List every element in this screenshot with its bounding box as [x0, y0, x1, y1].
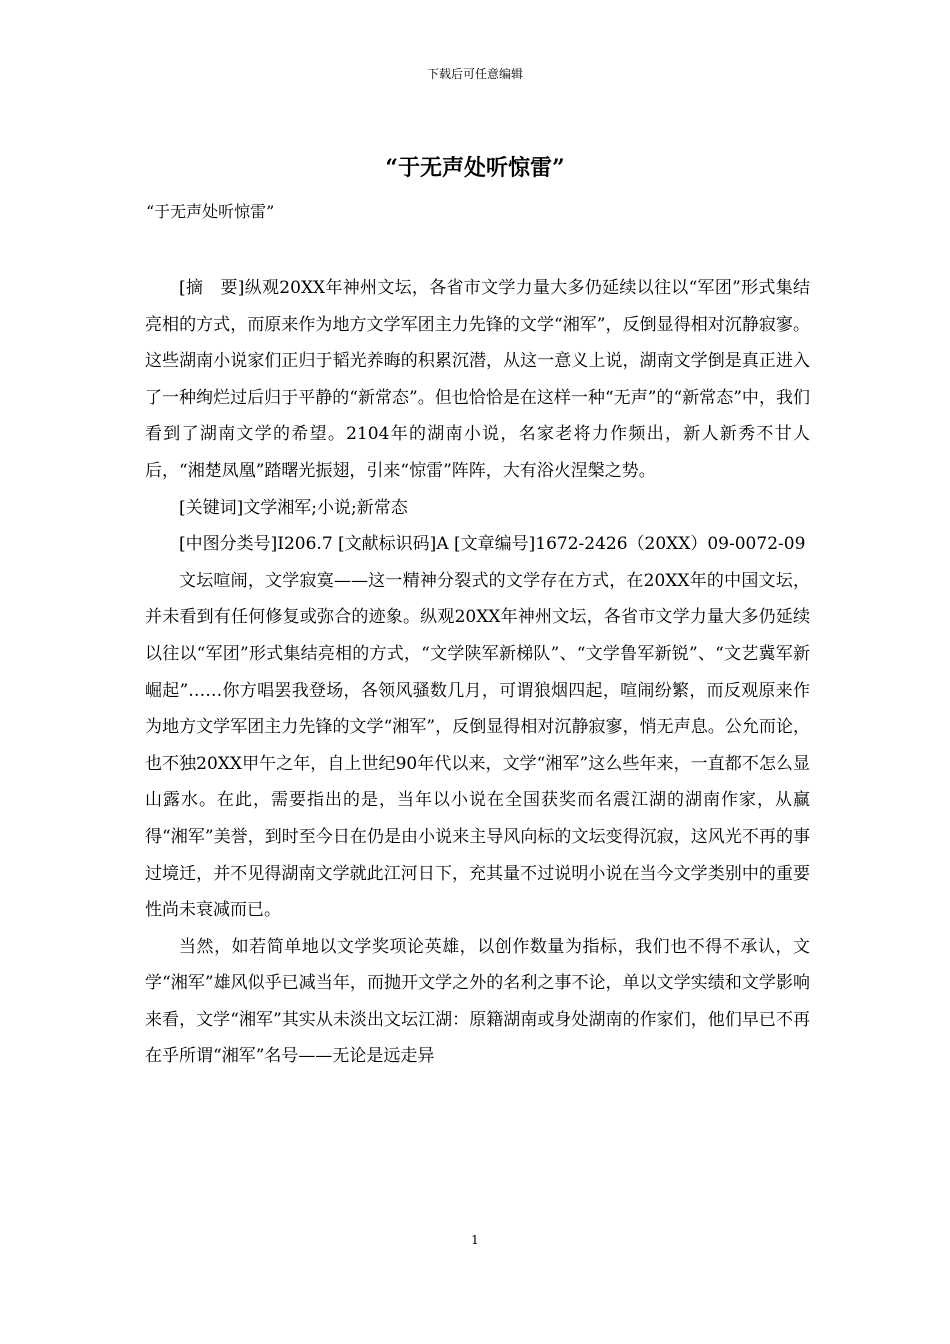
header-note: 下载后可任意编辑 [426, 67, 523, 81]
page-number: 1 [471, 1233, 479, 1247]
keywords-paragraph: [关键词]文学湘军;小说;新常态 [179, 497, 408, 518]
classification-paragraph: [中图分类号]I206.7 [文献标识码]A [文章编号]1672-2426（20XX）09-0072-09 [179, 534, 806, 555]
document-title: “于无声处听惊雷” [385, 155, 565, 181]
document-subtitle: “于无声处听惊雷” [146, 202, 275, 221]
abstract-paragraph: [摘 要]纵观20XX年神州文坛，各省市文学力量大多仍延续以往以“军团”形式集结亮相的方式，而原来作为地方文学军团主力先锋的文学“湘军”，反倒显得相对沉静寂寥。这些湖南小说家们正归于韬光养晦的积累沉潜，从这一意义上说，湖南文学倒是真正进入了一种绚烂过后归于平静的“新常态”。但也恰恰是在这样一种“无声”的“新常态”中，我们看到了湖南文学的希望。2104年的湖南小说，名家老将力作频出，新人新秀不甘人后，“湘楚凤凰”踏曙光振翅，引来“惊雷”阵阵，大有浴火涅槃之势。 [145, 278, 810, 481]
document-body [145, 270, 810, 1075]
body-paragraph: 当然，如若简单地以文学奖项论英雄，以创作数量为指标，我们也不得不承认，文学“湘军”雄风似乎已减当年，而抛开文学之外的名利之事不论，单以文学实绩和文学影响来看，文学“湘军”其实从未淡出文坛江湖：原籍湖南或身处湖南的作家们，他们早已不再在乎所谓“湘军”名号——无论是远走异 [145, 936, 810, 1067]
body-paragraph: 文坛喧闹，文学寂寞——这一精神分裂式的文学存在方式，在20XX年的中国文坛，并未看到有任何修复或弥合的迹象。纵观20XX年神州文坛，各省市文学力量大多仍延续以往以“军团”形式集结亮相的方式，“文学陕军新梯队”、“文学鲁军新锐”、“文艺冀军新崛起”……你方唱罢我登场，各领风骚数几月，可谓狼烟四起，喧闹纷繁，而反观原来作为地方文学军团主力先锋的文学“湘军”，反倒显得相对沉静寂寥，悄无声息。公允而论，也不独20XX甲午之年，自上世纪90年代以来，文学“湘军”这么些年来，一直都不怎么显山露水。在此，需要指出的是，当年以小说在全国获奖而名震江湖的湖南作家，从赢得“湘军”美誉，到时至今日在仍是由小说来主导风向标的文坛变得沉寂，这风光不再的事过境迁，并不见得湖南文学就此江河日下，充其量不过说明小说在当今文学类别中的重要性尚未衰减而已。 [145, 570, 810, 921]
